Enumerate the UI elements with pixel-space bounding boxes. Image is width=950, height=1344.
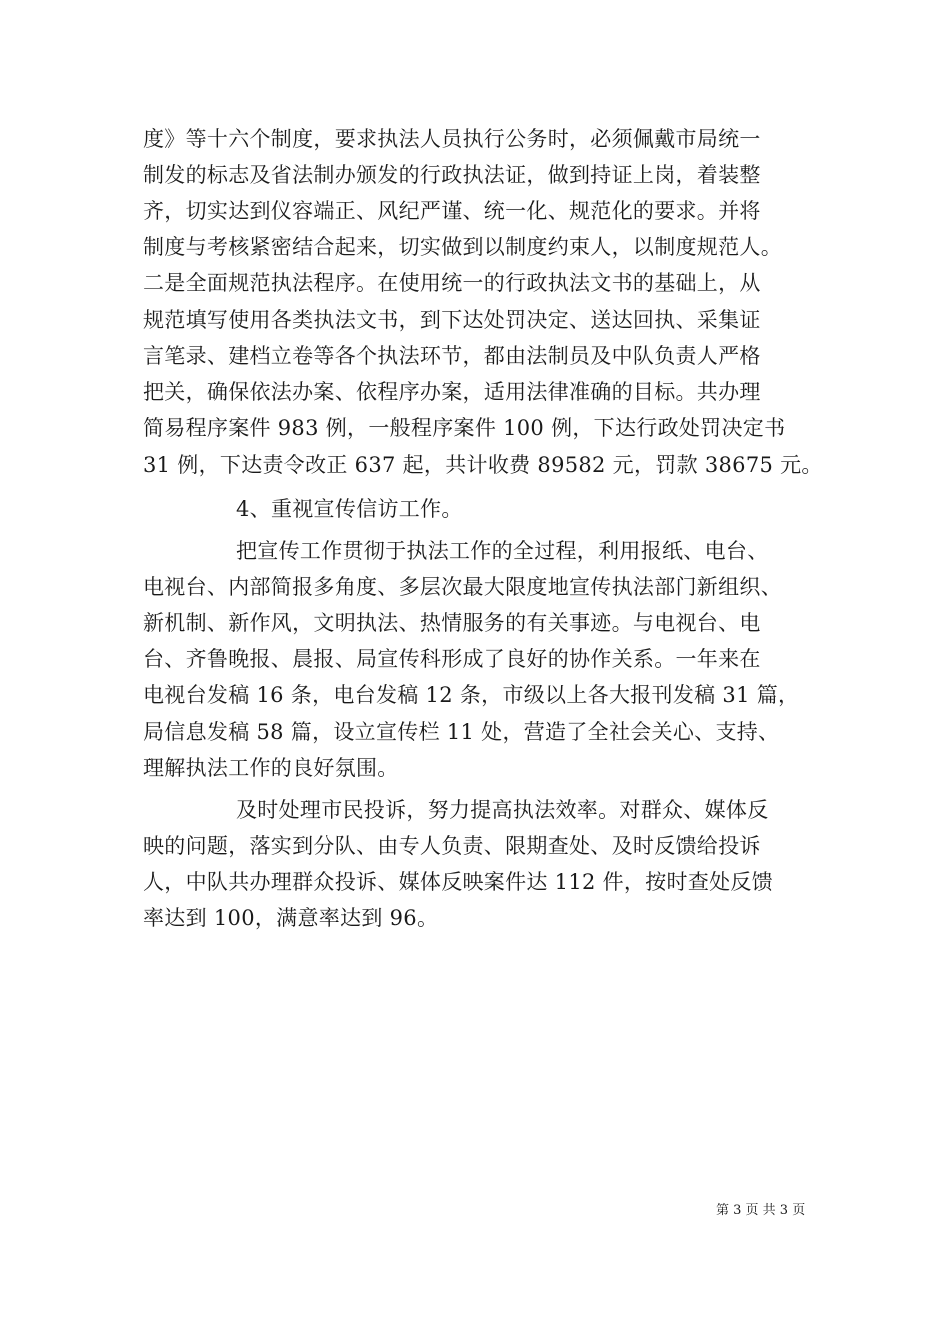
text-line: 映的问题，落实到分队、由专人负责、限期查处、及时反馈给投诉 xyxy=(143,834,761,858)
text-line: 规范填写使用各类执法文书，到下达处罚决定、送达回执、采集证 xyxy=(143,308,761,332)
text-line: 制发的标志及省法制办颁发的行政执法证，做到持证上岗，着装整 xyxy=(143,163,761,187)
text-line: 二是全面规范执法程序。在使用统一的行政执法文书的基础上，从 xyxy=(143,271,761,295)
text-line: 理解执法工作的良好氛围。 xyxy=(143,756,399,780)
text-line: 度》等十六个制度，要求执法人员执行公务时，必须佩戴市局统一 xyxy=(143,127,761,151)
text-line: 率达到 100，满意率达到 96。 xyxy=(143,906,439,930)
text-line: 电视台、内部简报多角度、多层次最大限度地宣传执法部门新组织、 xyxy=(143,575,782,599)
text-line: 简易程序案件 983 例，一般程序案件 100 例，下达行政处罚决定书 xyxy=(143,416,786,440)
page-number: 第 3 页 共 3 页 xyxy=(716,1203,806,1218)
text-line: 把宣传工作贯彻于执法工作的全过程，利用报纸、电台、 xyxy=(236,539,769,563)
text-line: 人，中队共办理群众投诉、媒体反映案件达 112 件，按时查处反馈 xyxy=(143,870,774,894)
text-line: 制度与考核紧密结合起来，切实做到以制度约束人，以制度规范人。 xyxy=(143,235,782,259)
text-line: 及时处理市民投诉，努力提高执法效率。对群众、媒体反 xyxy=(236,798,769,822)
text-line: 新机制、新作风，文明执法、热情服务的有关事迹。与电视台、电 xyxy=(143,611,761,635)
text-line: 言笔录、建档立卷等各个执法环节，都由法制员及中队负责人严格 xyxy=(143,344,761,368)
text-line: 齐，切实达到仪容端正、风纪严谨、统一化、规范化的要求。并将 xyxy=(143,199,761,223)
text-line: 31 例，下达责令改正 637 起，共计收费 89582 元，罚款 38675 元。 xyxy=(143,453,823,477)
text-line: 局信息发稿 58 篇，设立宣传栏 11 处，营造了全社会关心、支持、 xyxy=(143,720,780,744)
text-line: 台、齐鲁晚报、晨报、局宣传科形成了良好的协作关系。一年来在 xyxy=(143,647,761,671)
text-line: 把关，确保依法办案、依程序办案，适用法律准确的目标。共办理 xyxy=(143,380,761,404)
text-line: 电视台发稿 16 条，电台发稿 12 条，市级以上各大报刊发稿 31 篇， xyxy=(143,683,800,707)
section-heading: 4、重视宣传信访工作。 xyxy=(236,497,463,521)
